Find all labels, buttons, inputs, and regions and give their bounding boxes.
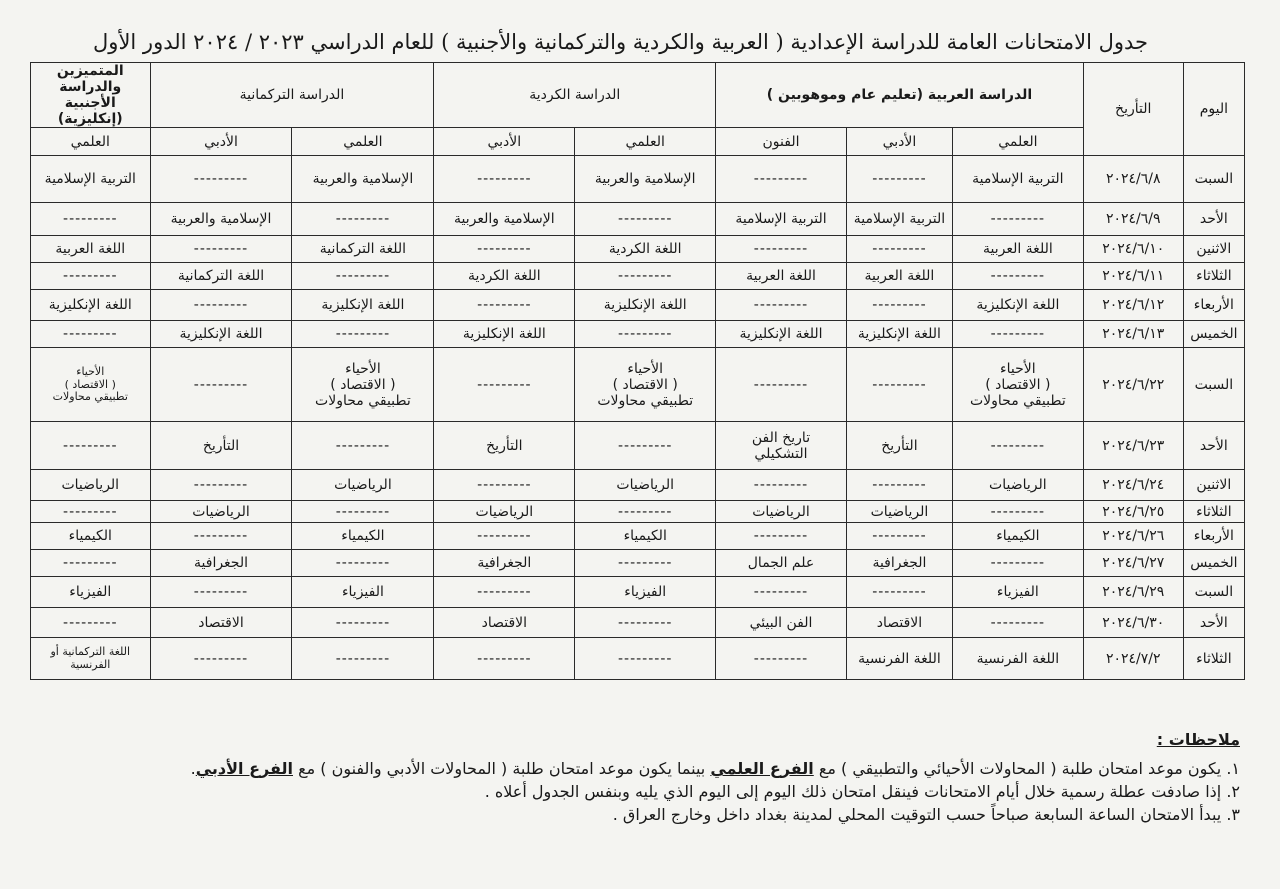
cell-special-scientific: --------- <box>31 608 151 638</box>
cell-arabic-literary: --------- <box>846 290 952 321</box>
cell-arabic-scientific: الرياضيات <box>953 470 1084 501</box>
cell-day: الأربعاء <box>1183 290 1244 321</box>
cell-turkmen-literary: الإسلامية والعربية <box>150 203 292 236</box>
cell-special-scientific: --------- <box>31 263 151 290</box>
cell-date: ٢٠٢٤/٦/٢٧ <box>1083 550 1183 577</box>
cell-date: ٢٠٢٤/٦/٢٥ <box>1083 501 1183 523</box>
cell-kurdish-literary: الجغرافية <box>434 550 575 577</box>
note-1-scientific-branch: الفرع العلمي <box>710 759 814 778</box>
cell-arabic-scientific: التربية الإسلامية <box>953 156 1084 203</box>
cell-arabic-arts: --------- <box>716 577 847 608</box>
cell-arabic-arts: --------- <box>716 290 847 321</box>
note-1-end: . <box>190 759 196 778</box>
cell-turkmen-scientific: الإسلامية والعربية <box>292 156 434 203</box>
table-row <box>31 156 1245 203</box>
cell-turkmen-literary: --------- <box>150 236 292 263</box>
cell-special-scientific: --------- <box>31 501 151 523</box>
cell-kurdish-literary: اللغة الإنكليزية <box>434 321 575 348</box>
cell-turkmen-literary: الاقتصاد <box>150 608 292 638</box>
table-row <box>31 550 1245 577</box>
cell-day: السبت <box>1183 348 1244 422</box>
cell-kurdish-literary: اللغة الكردية <box>434 263 575 290</box>
cell-day: الاثنين <box>1183 236 1244 263</box>
cell-special-scientific: اللغة التركمانية أو الفرنسية <box>31 638 151 680</box>
exam-schedule-table <box>30 62 1245 680</box>
cell-kurdish-literary: --------- <box>434 523 575 550</box>
cell-kurdish-scientific: --------- <box>575 638 716 680</box>
cell-turkmen-literary: الجغرافية <box>150 550 292 577</box>
cell-arabic-arts: تاريخ الفن التشكيلي <box>716 422 847 470</box>
cell-arabic-arts: علم الجمال <box>716 550 847 577</box>
cell-special-scientific: اللغة العربية <box>31 236 151 263</box>
cell-arabic-arts: --------- <box>716 156 847 203</box>
cell-special-scientific: --------- <box>31 203 151 236</box>
cell-arabic-scientific: الكيمياء <box>953 523 1084 550</box>
cell-arabic-arts: اللغة العربية <box>716 263 847 290</box>
cell-kurdish-scientific: --------- <box>575 263 716 290</box>
cell-arabic-scientific: --------- <box>953 422 1084 470</box>
header-turkmen-study: الدراسة التركمانية <box>150 63 434 128</box>
cell-special-scientific: --------- <box>31 422 151 470</box>
cell-kurdish-scientific: --------- <box>575 550 716 577</box>
cell-day: الثلاثاء <box>1183 501 1244 523</box>
cell-turkmen-scientific: اللغة التركمانية <box>292 236 434 263</box>
table-row <box>31 321 1245 348</box>
table-row <box>31 348 1245 422</box>
cell-kurdish-scientific: الرياضيات <box>575 470 716 501</box>
cell-day: الأربعاء <box>1183 523 1244 550</box>
header-kurdish-scientific: العلمي <box>575 128 716 156</box>
table-row <box>31 263 1245 290</box>
cell-kurdish-scientific: --------- <box>575 321 716 348</box>
cell-date: ٢٠٢٤/٦/١١ <box>1083 263 1183 290</box>
cell-arabic-arts: --------- <box>716 523 847 550</box>
cell-turkmen-scientific: اللغة الإنكليزية <box>292 290 434 321</box>
cell-kurdish-literary: --------- <box>434 577 575 608</box>
header-day: اليوم <box>1183 63 1244 156</box>
cell-arabic-literary: اللغة الإنكليزية <box>846 321 952 348</box>
cell-arabic-scientific: اللغة الفرنسية <box>953 638 1084 680</box>
cell-arabic-literary: الرياضيات <box>846 501 952 523</box>
cell-date: ٢٠٢٤/٦/٢٤ <box>1083 470 1183 501</box>
cell-arabic-arts: الفن البيئي <box>716 608 847 638</box>
cell-date: ٢٠٢٤/٦/١٣ <box>1083 321 1183 348</box>
cell-special-scientific: التربية الإسلامية <box>31 156 151 203</box>
note-1 <box>20 759 1240 778</box>
cell-day: الثلاثاء <box>1183 263 1244 290</box>
cell-date: ٢٠٢٤/٦/٢٩ <box>1083 577 1183 608</box>
cell-kurdish-literary: --------- <box>434 290 575 321</box>
cell-turkmen-scientific: --------- <box>292 203 434 236</box>
cell-day: الخميس <box>1183 321 1244 348</box>
cell-arabic-literary: اللغة العربية <box>846 263 952 290</box>
cell-arabic-arts: التربية الإسلامية <box>716 203 847 236</box>
cell-arabic-literary: التربية الإسلامية <box>846 203 952 236</box>
cell-turkmen-literary: اللغة التركمانية <box>150 263 292 290</box>
header-kurdish-study: الدراسة الكردية <box>434 63 716 128</box>
cell-arabic-scientific: اللغة العربية <box>953 236 1084 263</box>
cell-arabic-literary: --------- <box>846 156 952 203</box>
cell-arabic-literary: --------- <box>846 470 952 501</box>
cell-arabic-scientific: --------- <box>953 501 1084 523</box>
header-arabic-literary: الأدبي <box>846 128 952 156</box>
cell-date: ٢٠٢٤/٧/٢ <box>1083 638 1183 680</box>
cell-special-scientific: الفيزياء <box>31 577 151 608</box>
cell-date: ٢٠٢٤/٦/٩ <box>1083 203 1183 236</box>
cell-arabic-scientific: --------- <box>953 203 1084 236</box>
cell-kurdish-literary: الرياضيات <box>434 501 575 523</box>
cell-day: الأحد <box>1183 608 1244 638</box>
cell-kurdish-scientific: --------- <box>575 203 716 236</box>
cell-arabic-scientific: --------- <box>953 608 1084 638</box>
cell-kurdish-literary: الاقتصاد <box>434 608 575 638</box>
cell-turkmen-literary: الرياضيات <box>150 501 292 523</box>
cell-special-scientific: الرياضيات <box>31 470 151 501</box>
cell-kurdish-literary: --------- <box>434 236 575 263</box>
cell-turkmen-literary: --------- <box>150 348 292 422</box>
cell-turkmen-scientific: --------- <box>292 638 434 680</box>
notes-title: ملاحظات : <box>1156 730 1240 749</box>
cell-arabic-literary: اللغة الفرنسية <box>846 638 952 680</box>
cell-day: الاثنين <box>1183 470 1244 501</box>
cell-kurdish-literary: --------- <box>434 348 575 422</box>
cell-arabic-scientific: --------- <box>953 550 1084 577</box>
table-row <box>31 638 1245 680</box>
cell-arabic-arts: الرياضيات <box>716 501 847 523</box>
header-arabic-scientific: العلمي <box>953 128 1084 156</box>
table-row <box>31 422 1245 470</box>
cell-arabic-literary: الاقتصاد <box>846 608 952 638</box>
cell-kurdish-literary: --------- <box>434 470 575 501</box>
note-2: ٢. إذا صادفت عطلة رسمية خلال أيام الامتحانات فينقل امتحان ذلك اليوم إلى اليوم الذي يليه وبنفس الجدول أعلاه . <box>484 782 1240 801</box>
cell-special-scientific: --------- <box>31 321 151 348</box>
cell-date: ٢٠٢٤/٦/٨ <box>1083 156 1183 203</box>
cell-special-scientific: --------- <box>31 550 151 577</box>
cell-arabic-arts: --------- <box>716 348 847 422</box>
cell-arabic-literary: --------- <box>846 236 952 263</box>
note-1-literary-branch: الفرع الأدبي <box>195 759 293 778</box>
cell-arabic-scientific: --------- <box>953 263 1084 290</box>
cell-kurdish-scientific: الأحياء ( الاقتصاد ) تطبيقي محاولات <box>575 348 716 422</box>
cell-date: ٢٠٢٤/٦/٢٢ <box>1083 348 1183 422</box>
cell-arabic-scientific: الأحياء ( الاقتصاد ) تطبيقي محاولات <box>953 348 1084 422</box>
header-turkmen-literary: الأدبي <box>150 128 292 156</box>
cell-date: ٢٠٢٤/٦/٣٠ <box>1083 608 1183 638</box>
cell-turkmen-scientific: --------- <box>292 263 434 290</box>
cell-kurdish-scientific: الكيمياء <box>575 523 716 550</box>
cell-kurdish-scientific: --------- <box>575 608 716 638</box>
cell-kurdish-scientific: اللغة الإنكليزية <box>575 290 716 321</box>
cell-turkmen-literary: --------- <box>150 290 292 321</box>
cell-turkmen-scientific: الكيمياء <box>292 523 434 550</box>
cell-kurdish-literary: التأريخ <box>434 422 575 470</box>
header-special-scientific: العلمي <box>31 128 151 156</box>
cell-turkmen-literary: التأريخ <box>150 422 292 470</box>
table-row <box>31 203 1245 236</box>
header-turkmen-scientific: العلمي <box>292 128 434 156</box>
header-arabic-arts: الفنون <box>716 128 847 156</box>
cell-day: الخميس <box>1183 550 1244 577</box>
cell-kurdish-scientific: --------- <box>575 501 716 523</box>
cell-turkmen-scientific: --------- <box>292 321 434 348</box>
table-row <box>31 523 1245 550</box>
cell-date: ٢٠٢٤/٦/٢٦ <box>1083 523 1183 550</box>
cell-turkmen-scientific: الرياضيات <box>292 470 434 501</box>
cell-kurdish-scientific: الإسلامية والعربية <box>575 156 716 203</box>
cell-turkmen-scientific: الفيزياء <box>292 577 434 608</box>
cell-day: السبت <box>1183 156 1244 203</box>
table-row <box>31 290 1245 321</box>
cell-turkmen-literary: --------- <box>150 470 292 501</box>
table-row <box>31 470 1245 501</box>
cell-date: ٢٠٢٤/٦/١٢ <box>1083 290 1183 321</box>
cell-arabic-literary: --------- <box>846 348 952 422</box>
cell-arabic-scientific: اللغة الإنكليزية <box>953 290 1084 321</box>
cell-day: الأحد <box>1183 203 1244 236</box>
table-row <box>31 501 1245 523</box>
cell-turkmen-literary: --------- <box>150 156 292 203</box>
notes-section <box>20 730 1240 828</box>
cell-kurdish-scientific: --------- <box>575 422 716 470</box>
cell-turkmen-scientific: --------- <box>292 422 434 470</box>
cell-special-scientific: الكيمياء <box>31 523 151 550</box>
cell-kurdish-literary: --------- <box>434 638 575 680</box>
note-3: ٣. يبدأ الامتحان الساعة السابعة صباحاً حسب التوقيت المحلي لمدينة بغداد داخل وخارج العراق . <box>612 805 1240 824</box>
cell-turkmen-literary: --------- <box>150 523 292 550</box>
cell-arabic-arts: --------- <box>716 236 847 263</box>
page-title: جدول الامتحانات العامة للدراسة الإعدادية ( العربية والكردية والتركمانية والأجنبية ) للعام الدراسي ٢٠٢٣ / ٢٠٢٤ الدور الأول <box>93 30 1148 54</box>
cell-arabic-literary: --------- <box>846 577 952 608</box>
table-row <box>31 236 1245 263</box>
cell-arabic-arts: --------- <box>716 470 847 501</box>
cell-kurdish-scientific: الفيزياء <box>575 577 716 608</box>
table-row <box>31 577 1245 608</box>
cell-arabic-literary: التأريخ <box>846 422 952 470</box>
header-arabic-study: الدراسة العربية (تعليم عام وموهوبين ) <box>716 63 1084 128</box>
cell-arabic-arts: --------- <box>716 638 847 680</box>
cell-arabic-literary: --------- <box>846 523 952 550</box>
note-1-part: ١. يكون موعد امتحان طلبة ( المحاولات الأحيائي والتطبيقي ) مع <box>813 759 1240 778</box>
cell-turkmen-scientific: --------- <box>292 501 434 523</box>
cell-kurdish-literary: --------- <box>434 156 575 203</box>
cell-turkmen-scientific: --------- <box>292 550 434 577</box>
cell-turkmen-literary: --------- <box>150 638 292 680</box>
cell-date: ٢٠٢٤/٦/١٠ <box>1083 236 1183 263</box>
header-special-study: المتميزين والدراسة الأجنبية (إنكليزية) <box>31 63 151 128</box>
cell-kurdish-literary: الإسلامية والعربية <box>434 203 575 236</box>
header-date: التأريخ <box>1083 63 1183 156</box>
table-row <box>31 608 1245 638</box>
cell-kurdish-scientific: اللغة الكردية <box>575 236 716 263</box>
cell-turkmen-literary: --------- <box>150 577 292 608</box>
header-kurdish-literary: الأدبي <box>434 128 575 156</box>
cell-turkmen-literary: اللغة الإنكليزية <box>150 321 292 348</box>
cell-arabic-arts: اللغة الإنكليزية <box>716 321 847 348</box>
note-1-part: بينما يكون موعد امتحان طلبة ( المحاولات الأدبي والفنون ) مع <box>293 759 711 778</box>
cell-day: الثلاثاء <box>1183 638 1244 680</box>
cell-date: ٢٠٢٤/٦/٢٣ <box>1083 422 1183 470</box>
cell-arabic-scientific: الفيزياء <box>953 577 1084 608</box>
cell-special-scientific: الأحياء ( الاقتصاد ) تطبيقي محاولات <box>31 348 151 422</box>
cell-arabic-literary: الجغرافية <box>846 550 952 577</box>
cell-day: الأحد <box>1183 422 1244 470</box>
cell-day: السبت <box>1183 577 1244 608</box>
cell-arabic-scientific: --------- <box>953 321 1084 348</box>
cell-turkmen-scientific: الأحياء ( الاقتصاد ) تطبيقي محاولات <box>292 348 434 422</box>
cell-turkmen-scientific: --------- <box>292 608 434 638</box>
cell-special-scientific: اللغة الإنكليزية <box>31 290 151 321</box>
